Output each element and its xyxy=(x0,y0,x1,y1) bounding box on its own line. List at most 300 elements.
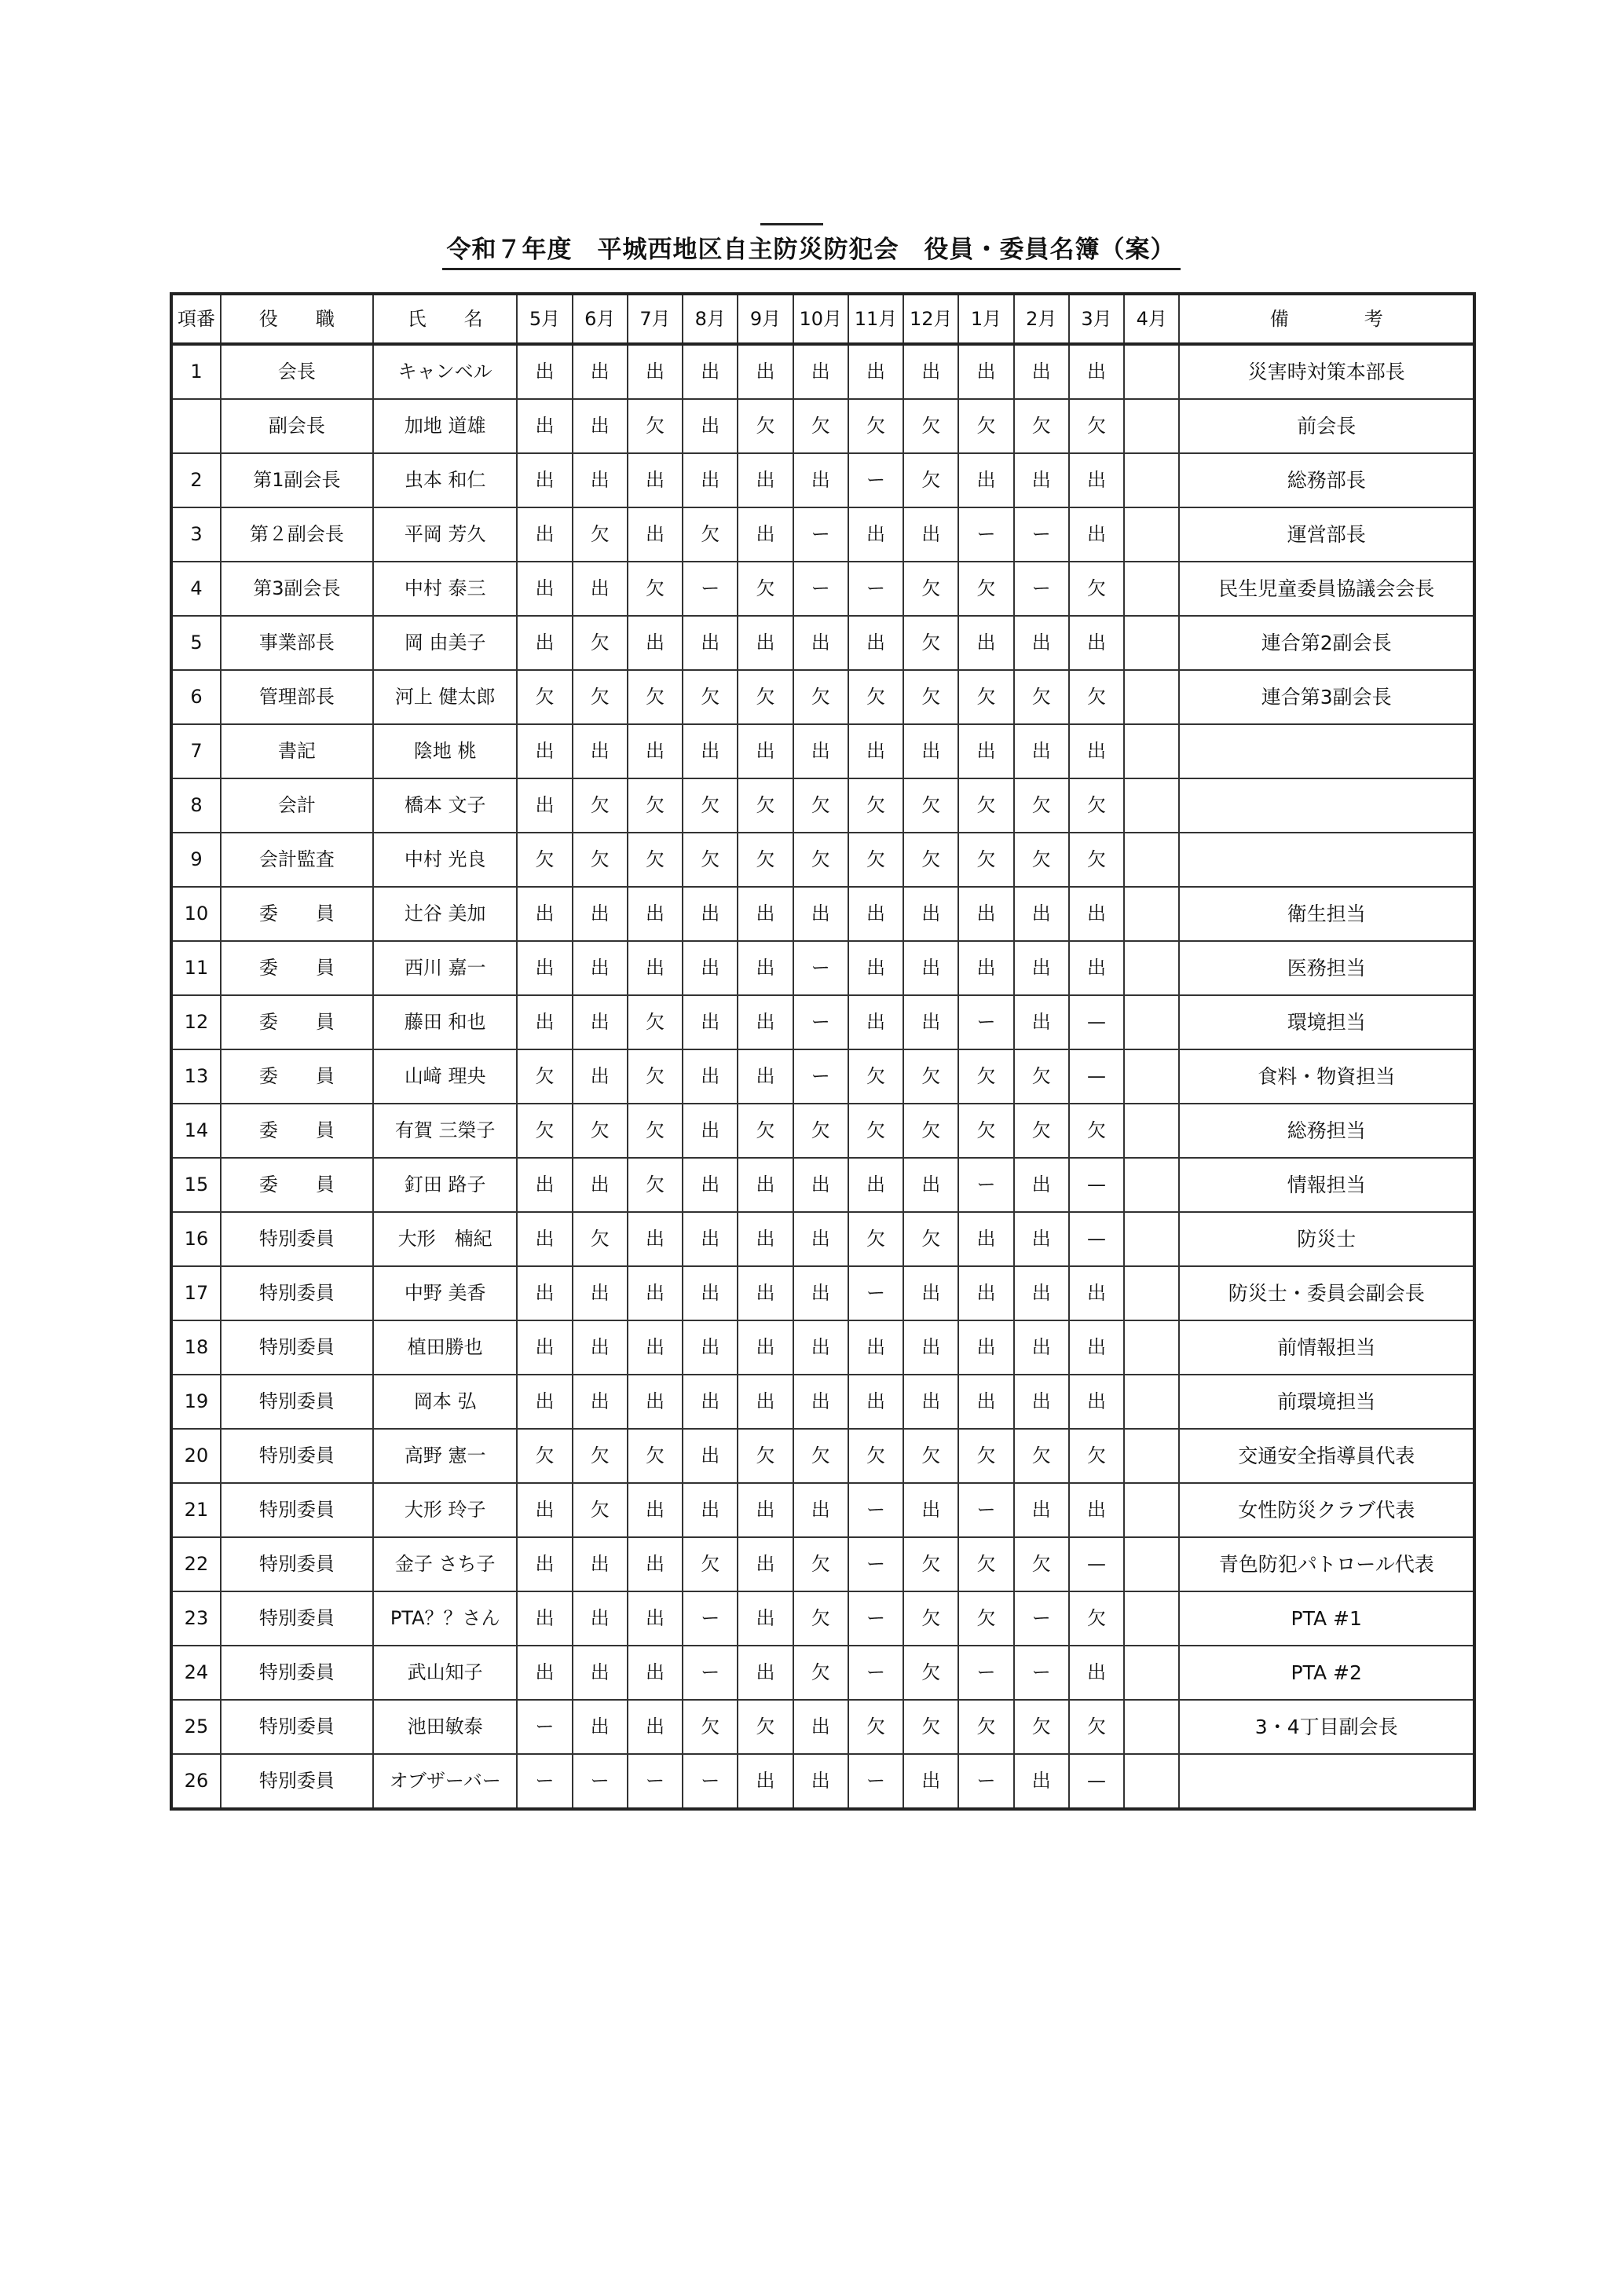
attendance-cell: 出 xyxy=(683,399,738,453)
attendance-cell: 出 xyxy=(738,1646,793,1700)
attendance-cell xyxy=(1124,562,1179,616)
attendance-cell: 欠 xyxy=(683,670,738,724)
attendance-cell: 出 xyxy=(517,1158,572,1212)
attendance-cell: 欠 xyxy=(1069,562,1124,616)
table-row xyxy=(171,995,1474,1049)
header-month: 2月 xyxy=(1014,294,1069,344)
attendance-cell: 出 xyxy=(683,453,738,507)
row-role: 委 員 xyxy=(221,1049,373,1104)
attendance-cell: 出 xyxy=(903,941,958,995)
row-name: オブザーバー xyxy=(373,1754,518,1809)
attendance-cell: 欠 xyxy=(628,670,683,724)
attendance-cell: 欠 xyxy=(903,616,958,670)
attendance-cell xyxy=(1124,616,1179,670)
attendance-cell: — xyxy=(1069,1049,1124,1104)
attendance-cell: 出 xyxy=(683,1483,738,1537)
attendance-cell: 出 xyxy=(1069,344,1124,399)
row-role: 事業部長 xyxy=(221,616,373,670)
attendance-cell: 欠 xyxy=(683,833,738,887)
attendance-cell: ー xyxy=(793,1049,848,1104)
table-row xyxy=(171,724,1474,778)
attendance-cell: 出 xyxy=(793,1483,848,1537)
attendance-cell: 欠 xyxy=(903,1049,958,1104)
attendance-cell: 欠 xyxy=(848,1700,903,1754)
title-block xyxy=(0,229,1622,270)
attendance-cell: 出 xyxy=(793,1375,848,1429)
row-role: 特別委員 xyxy=(221,1212,373,1266)
attendance-cell: 出 xyxy=(517,1646,572,1700)
row-remarks: PTA #1 xyxy=(1179,1591,1474,1646)
attendance-cell: ー xyxy=(848,562,903,616)
attendance-cell: 欠 xyxy=(1014,1537,1069,1591)
row-remarks: 前情報担当 xyxy=(1179,1320,1474,1375)
row-number: 6 xyxy=(171,670,221,724)
row-number: 25 xyxy=(171,1700,221,1754)
attendance-cell: 出 xyxy=(628,1537,683,1591)
attendance-cell: 出 xyxy=(517,778,572,833)
attendance-cell: 出 xyxy=(958,724,1013,778)
table-row xyxy=(171,562,1474,616)
attendance-cell: 欠 xyxy=(958,778,1013,833)
attendance-cell: 出 xyxy=(683,1375,738,1429)
attendance-cell: 出 xyxy=(738,616,793,670)
row-name: 高野 憲一 xyxy=(373,1429,518,1483)
attendance-cell xyxy=(1124,941,1179,995)
attendance-cell: 出 xyxy=(1069,507,1124,562)
attendance-cell: 欠 xyxy=(738,670,793,724)
header-row xyxy=(171,294,1474,344)
attendance-cell: 出 xyxy=(683,1429,738,1483)
attendance-cell: 出 xyxy=(628,1320,683,1375)
row-remarks: 3・4丁目副会長 xyxy=(1179,1700,1474,1754)
table-row xyxy=(171,1049,1474,1104)
attendance-cell: 出 xyxy=(573,1700,628,1754)
table-row xyxy=(171,1158,1474,1212)
attendance-cell: ー xyxy=(1014,507,1069,562)
attendance-cell: 欠 xyxy=(1069,1429,1124,1483)
row-number: 9 xyxy=(171,833,221,887)
row-role: 委 員 xyxy=(221,995,373,1049)
table-row xyxy=(171,778,1474,833)
row-number: 5 xyxy=(171,616,221,670)
row-role: 特別委員 xyxy=(221,1266,373,1320)
attendance-cell: 出 xyxy=(683,1049,738,1104)
attendance-cell: 出 xyxy=(573,344,628,399)
attendance-cell: 欠 xyxy=(573,1104,628,1158)
row-remarks: 前環境担当 xyxy=(1179,1375,1474,1429)
row-remarks: 交通安全指導員代表 xyxy=(1179,1429,1474,1483)
row-name: 大形 楠紀 xyxy=(373,1212,518,1266)
attendance-cell: 出 xyxy=(1014,995,1069,1049)
attendance-cell: 欠 xyxy=(628,399,683,453)
row-remarks: 防災士・委員会副会長 xyxy=(1179,1266,1474,1320)
table-row xyxy=(171,1429,1474,1483)
header-month: 11月 xyxy=(848,294,903,344)
row-role: 特別委員 xyxy=(221,1537,373,1591)
attendance-cell: 出 xyxy=(573,724,628,778)
attendance-cell: 出 xyxy=(1014,1754,1069,1809)
row-role: 第２副会長 xyxy=(221,507,373,562)
row-number: 18 xyxy=(171,1320,221,1375)
attendance-cell: 出 xyxy=(628,1212,683,1266)
attendance-cell: 欠 xyxy=(793,1646,848,1700)
attendance-cell: 欠 xyxy=(793,1591,848,1646)
row-remarks: 総務担当 xyxy=(1179,1104,1474,1158)
attendance-cell xyxy=(1124,1104,1179,1158)
header-month: 12月 xyxy=(903,294,958,344)
attendance-cell: ー xyxy=(1014,1646,1069,1700)
row-name: 藤田 和也 xyxy=(373,995,518,1049)
row-role: 特別委員 xyxy=(221,1591,373,1646)
attendance-cell: ー xyxy=(517,1754,572,1809)
attendance-cell: 出 xyxy=(517,616,572,670)
row-name: 有賀 三榮子 xyxy=(373,1104,518,1158)
row-remarks: 総務部長 xyxy=(1179,453,1474,507)
row-role: 会長 xyxy=(221,344,373,399)
attendance-cell: 出 xyxy=(903,507,958,562)
attendance-cell: 出 xyxy=(628,616,683,670)
row-role: 委 員 xyxy=(221,887,373,941)
attendance-cell: 出 xyxy=(683,1212,738,1266)
header-role: 役 職 xyxy=(221,294,373,344)
attendance-cell: ー xyxy=(848,1483,903,1537)
attendance-cell: 欠 xyxy=(958,1591,1013,1646)
header-month: 3月 xyxy=(1069,294,1124,344)
attendance-cell: 欠 xyxy=(848,1212,903,1266)
row-number: 26 xyxy=(171,1754,221,1809)
row-role: 特別委員 xyxy=(221,1320,373,1375)
attendance-cell xyxy=(1124,1483,1179,1537)
attendance-cell: 欠 xyxy=(517,670,572,724)
attendance-cell xyxy=(1124,1049,1179,1104)
attendance-cell: 欠 xyxy=(793,1537,848,1591)
attendance-cell: 出 xyxy=(1069,941,1124,995)
attendance-cell: 出 xyxy=(1014,1266,1069,1320)
attendance-cell: 出 xyxy=(573,1158,628,1212)
attendance-cell: 欠 xyxy=(738,1700,793,1754)
attendance-cell: 出 xyxy=(683,616,738,670)
attendance-cell: 欠 xyxy=(628,1158,683,1212)
attendance-cell: 欠 xyxy=(573,616,628,670)
row-name: 中村 光良 xyxy=(373,833,518,887)
attendance-cell: ー xyxy=(573,1754,628,1809)
page-title: 令和７年度 平城西地区自主防災防犯会 役員・委員名簿（案） xyxy=(442,229,1181,270)
attendance-cell: 欠 xyxy=(958,1429,1013,1483)
attendance-cell: 欠 xyxy=(958,1700,1013,1754)
attendance-cell: 欠 xyxy=(958,1049,1013,1104)
row-number: 12 xyxy=(171,995,221,1049)
attendance-cell: 出 xyxy=(793,1158,848,1212)
attendance-cell xyxy=(1124,1646,1179,1700)
attendance-cell: 欠 xyxy=(517,1429,572,1483)
attendance-cell: 出 xyxy=(628,453,683,507)
attendance-cell xyxy=(1124,995,1179,1049)
table-row xyxy=(171,941,1474,995)
attendance-cell: 出 xyxy=(573,995,628,1049)
attendance-cell: 出 xyxy=(958,616,1013,670)
attendance-cell: ー xyxy=(958,995,1013,1049)
row-number: 16 xyxy=(171,1212,221,1266)
table-row xyxy=(171,1700,1474,1754)
attendance-cell: 欠 xyxy=(903,1591,958,1646)
attendance-cell: 出 xyxy=(848,507,903,562)
attendance-cell: 欠 xyxy=(793,1104,848,1158)
attendance-cell: 出 xyxy=(573,1646,628,1700)
attendance-cell: ー xyxy=(1014,1591,1069,1646)
attendance-cell: ー xyxy=(793,941,848,995)
row-number: 7 xyxy=(171,724,221,778)
attendance-cell: 欠 xyxy=(738,562,793,616)
attendance-cell: — xyxy=(1069,1158,1124,1212)
attendance-cell: 欠 xyxy=(1014,670,1069,724)
attendance-cell: 出 xyxy=(1069,887,1124,941)
attendance-cell: 出 xyxy=(1014,1483,1069,1537)
attendance-cell: 欠 xyxy=(738,399,793,453)
attendance-cell: — xyxy=(1069,995,1124,1049)
header-month: 8月 xyxy=(683,294,738,344)
attendance-cell: 欠 xyxy=(848,1104,903,1158)
row-role: 委 員 xyxy=(221,941,373,995)
row-name: 中野 美香 xyxy=(373,1266,518,1320)
attendance-cell xyxy=(1124,399,1179,453)
table-row xyxy=(171,507,1474,562)
attendance-cell: 欠 xyxy=(903,1646,958,1700)
attendance-cell xyxy=(1124,887,1179,941)
attendance-cell: 出 xyxy=(793,453,848,507)
attendance-cell: 出 xyxy=(848,344,903,399)
attendance-cell: 出 xyxy=(793,616,848,670)
attendance-cell: 出 xyxy=(628,1375,683,1429)
attendance-cell: 欠 xyxy=(628,995,683,1049)
table-row xyxy=(171,670,1474,724)
row-name: 河上 健太郎 xyxy=(373,670,518,724)
attendance-cell: 出 xyxy=(1014,887,1069,941)
row-name: 大形 玲子 xyxy=(373,1483,518,1537)
row-role: 会計監査 xyxy=(221,833,373,887)
attendance-cell: 欠 xyxy=(628,1104,683,1158)
table-row xyxy=(171,887,1474,941)
attendance-cell: 出 xyxy=(573,1375,628,1429)
row-remarks: 民生児童委員協議会会長 xyxy=(1179,562,1474,616)
row-number: 13 xyxy=(171,1049,221,1104)
row-name: 橋本 文子 xyxy=(373,778,518,833)
attendance-cell: ー xyxy=(958,1158,1013,1212)
attendance-cell: 出 xyxy=(683,941,738,995)
attendance-cell: 出 xyxy=(517,507,572,562)
attendance-cell: 出 xyxy=(628,1591,683,1646)
row-name: PTA？？さん xyxy=(373,1591,518,1646)
attendance-cell xyxy=(1124,1320,1179,1375)
attendance-cell: 出 xyxy=(848,887,903,941)
attendance-cell: 出 xyxy=(1014,453,1069,507)
attendance-cell: ー xyxy=(683,1591,738,1646)
attendance-cell: 欠 xyxy=(958,1537,1013,1591)
attendance-cell: 出 xyxy=(1014,1212,1069,1266)
attendance-cell: ー xyxy=(683,562,738,616)
attendance-cell: 欠 xyxy=(848,833,903,887)
attendance-cell: 出 xyxy=(848,1158,903,1212)
row-name: 金子 さち子 xyxy=(373,1537,518,1591)
attendance-cell: — xyxy=(1069,1754,1124,1809)
attendance-cell: 欠 xyxy=(848,399,903,453)
attendance-cell: 出 xyxy=(628,507,683,562)
header-no: 項番 xyxy=(171,294,221,344)
row-number: 8 xyxy=(171,778,221,833)
attendance-cell: 出 xyxy=(958,941,1013,995)
attendance-cell: 出 xyxy=(573,1049,628,1104)
attendance-cell: 出 xyxy=(958,1266,1013,1320)
attendance-cell: 出 xyxy=(903,1266,958,1320)
table-row xyxy=(171,344,1474,399)
table-row xyxy=(171,1320,1474,1375)
attendance-cell: 出 xyxy=(517,724,572,778)
attendance-cell: ー xyxy=(848,1754,903,1809)
row-remarks: 連合第3副会長 xyxy=(1179,670,1474,724)
attendance-cell: 出 xyxy=(738,507,793,562)
attendance-cell: — xyxy=(1069,1212,1124,1266)
table-row xyxy=(171,1266,1474,1320)
attendance-cell: 出 xyxy=(573,1537,628,1591)
attendance-cell: 出 xyxy=(738,1591,793,1646)
attendance-cell: 欠 xyxy=(903,670,958,724)
attendance-cell: 欠 xyxy=(793,778,848,833)
attendance-cell: 出 xyxy=(848,941,903,995)
row-number: 10 xyxy=(171,887,221,941)
attendance-cell: 欠 xyxy=(848,778,903,833)
attendance-cell: 出 xyxy=(1069,724,1124,778)
attendance-cell: 欠 xyxy=(573,1212,628,1266)
attendance-cell: 欠 xyxy=(573,507,628,562)
attendance-cell: 出 xyxy=(738,1375,793,1429)
attendance-cell: 出 xyxy=(848,995,903,1049)
header-month: 4月 xyxy=(1124,294,1179,344)
attendance-cell: 出 xyxy=(903,995,958,1049)
attendance-cell: 出 xyxy=(573,887,628,941)
attendance-cell: ー xyxy=(1014,562,1069,616)
attendance-cell xyxy=(1124,344,1179,399)
attendance-cell: 欠 xyxy=(683,507,738,562)
row-role: 特別委員 xyxy=(221,1646,373,1700)
attendance-cell: 出 xyxy=(738,1754,793,1809)
attendance-cell: 出 xyxy=(793,1700,848,1754)
attendance-cell: 欠 xyxy=(903,1537,958,1591)
attendance-cell: 欠 xyxy=(573,778,628,833)
attendance-cell: 出 xyxy=(628,1646,683,1700)
table-row xyxy=(171,1591,1474,1646)
row-name: 中村 泰三 xyxy=(373,562,518,616)
attendance-cell: 出 xyxy=(683,724,738,778)
attendance-cell: 出 xyxy=(517,1537,572,1591)
attendance-cell: 出 xyxy=(738,1483,793,1537)
row-name: 平岡 芳久 xyxy=(373,507,518,562)
attendance-cell: 欠 xyxy=(903,562,958,616)
attendance-cell: 欠 xyxy=(1014,1429,1069,1483)
attendance-cell: 出 xyxy=(848,1320,903,1375)
attendance-cell: ー xyxy=(848,1591,903,1646)
attendance-cell: 出 xyxy=(903,1754,958,1809)
attendance-cell: 出 xyxy=(1069,1375,1124,1429)
row-number: 20 xyxy=(171,1429,221,1483)
attendance-cell: 出 xyxy=(683,1104,738,1158)
attendance-cell: 出 xyxy=(1069,616,1124,670)
row-name: 釘田 路子 xyxy=(373,1158,518,1212)
header-month: 7月 xyxy=(628,294,683,344)
table-row xyxy=(171,1375,1474,1429)
row-remarks: 情報担当 xyxy=(1179,1158,1474,1212)
attendance-cell: 出 xyxy=(958,344,1013,399)
attendance-cell: 出 xyxy=(573,941,628,995)
row-number: 22 xyxy=(171,1537,221,1591)
row-remarks xyxy=(1179,778,1474,833)
row-remarks: 食料・物資担当 xyxy=(1179,1049,1474,1104)
attendance-cell: 出 xyxy=(517,941,572,995)
attendance-cell: 出 xyxy=(628,887,683,941)
attendance-cell: 出 xyxy=(517,995,572,1049)
attendance-cell: 出 xyxy=(517,344,572,399)
attendance-cell: ー xyxy=(958,507,1013,562)
attendance-cell: 出 xyxy=(738,995,793,1049)
attendance-cell: 出 xyxy=(628,1483,683,1537)
attendance-cell: 出 xyxy=(1014,1320,1069,1375)
row-remarks: 医務担当 xyxy=(1179,941,1474,995)
attendance-cell: ー xyxy=(958,1754,1013,1809)
attendance-cell xyxy=(1124,833,1179,887)
attendance-cell xyxy=(1124,670,1179,724)
table-row xyxy=(171,1483,1474,1537)
row-role: 会計 xyxy=(221,778,373,833)
attendance-cell xyxy=(1124,1537,1179,1591)
attendance-cell: 出 xyxy=(738,1158,793,1212)
attendance-cell: 欠 xyxy=(1014,1104,1069,1158)
header-month: 10月 xyxy=(793,294,848,344)
attendance-cell: 欠 xyxy=(683,1700,738,1754)
row-role: 書記 xyxy=(221,724,373,778)
attendance-cell: 出 xyxy=(517,1591,572,1646)
row-remarks: 災害時対策本部長 xyxy=(1179,344,1474,399)
attendance-cell: 出 xyxy=(683,1158,738,1212)
header-month: 5月 xyxy=(517,294,572,344)
attendance-cell: 出 xyxy=(517,1266,572,1320)
header-remarks: 備 考 xyxy=(1179,294,1474,344)
row-role: 特別委員 xyxy=(221,1429,373,1483)
row-number: 17 xyxy=(171,1266,221,1320)
attendance-cell: ー xyxy=(848,1646,903,1700)
attendance-cell: 出 xyxy=(793,344,848,399)
attendance-cell: 欠 xyxy=(903,1429,958,1483)
row-number: 15 xyxy=(171,1158,221,1212)
attendance-cell: 出 xyxy=(1014,724,1069,778)
attendance-cell: 出 xyxy=(738,344,793,399)
attendance-cell: 欠 xyxy=(1014,833,1069,887)
table-row xyxy=(171,1646,1474,1700)
row-remarks: PTA #2 xyxy=(1179,1646,1474,1700)
attendance-cell: 出 xyxy=(1014,616,1069,670)
table-row xyxy=(171,1104,1474,1158)
attendance-cell: 出 xyxy=(683,1320,738,1375)
attendance-cell: 欠 xyxy=(958,833,1013,887)
attendance-cell: 欠 xyxy=(793,1429,848,1483)
row-remarks: 青色防犯パトロール代表 xyxy=(1179,1537,1474,1591)
attendance-cell: 出 xyxy=(1069,1483,1124,1537)
attendance-cell: 欠 xyxy=(1069,833,1124,887)
row-remarks: 衛生担当 xyxy=(1179,887,1474,941)
attendance-cell xyxy=(1124,778,1179,833)
attendance-cell: 欠 xyxy=(573,670,628,724)
attendance-cell: 出 xyxy=(903,724,958,778)
attendance-cell: 出 xyxy=(958,453,1013,507)
row-remarks xyxy=(1179,1754,1474,1809)
attendance-cell: 出 xyxy=(628,344,683,399)
